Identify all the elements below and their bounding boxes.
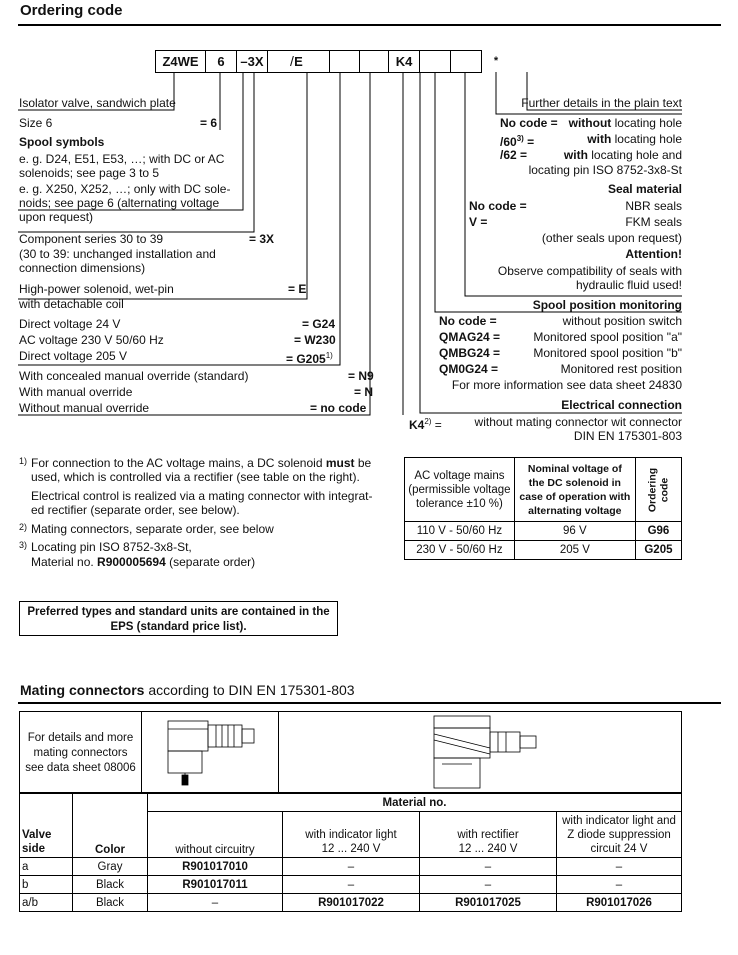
attention-heading: Attention! — [625, 247, 682, 261]
footnote-1-line: used, which is controlled via a rectifier (see table on the right). — [31, 470, 360, 484]
seal-code: No code = — [469, 199, 527, 213]
footnote-3: Locating pin ISO 8752-3x8-St, — [31, 540, 192, 554]
voltage-cell: G205 — [635, 541, 681, 560]
mating-connectors-table — [19, 793, 682, 912]
component-line: Component series 30 to 39 — [19, 232, 164, 246]
table-row — [405, 541, 682, 560]
code-box: –3X — [236, 50, 268, 73]
mating-rule — [18, 702, 721, 704]
attention-line: Observe compatibility of seals with — [497, 264, 682, 278]
monitor-value: Monitored spool position "b" — [533, 346, 682, 360]
footnote-2: Mating connectors, separate order, see below — [31, 522, 274, 536]
component-line: (30 to 39: unchanged installation and — [19, 247, 216, 261]
table-row — [405, 522, 682, 541]
cell: Gray — [73, 858, 148, 876]
size-code: = 6 — [200, 116, 218, 130]
voltage-table — [404, 457, 682, 560]
voltage-cell: 205 V — [514, 541, 635, 560]
seal-note: (other seals upon request) — [541, 231, 682, 245]
cell: R901017022 — [283, 894, 420, 912]
monitor-value: Monitored rest position — [560, 362, 682, 376]
cell: R901017025 — [420, 894, 557, 912]
attention-line: hydraulic fluid used! — [575, 278, 682, 292]
voltage-cell: 230 V - 50/60 Hz — [405, 541, 515, 560]
spool-symbols-heading: Spool symbols — [19, 135, 105, 149]
footnote-mark: 2) — [19, 522, 28, 532]
electrical-heading: Electrical connection — [561, 398, 682, 412]
footnote-1-line: ed rectifier (separate order, see below). — [31, 503, 240, 517]
locating-extra: locating pin ISO 8752-3x8-St — [528, 163, 682, 177]
footnote-mark: 3) — [19, 540, 28, 550]
isolator-label: Isolator valve, sandwich plate — [19, 96, 176, 110]
seal-heading: Seal material — [607, 182, 682, 196]
locating-desc: with locating hole and — [563, 148, 682, 162]
code-box: E — [267, 50, 330, 73]
voltage-label: Direct voltage 205 V — [19, 349, 128, 363]
cell: R901017026 — [557, 894, 682, 912]
cell: R901017011 — [148, 876, 283, 894]
footnote-1: For connection to the AC voltage mains, a DC solenoid must be — [31, 456, 372, 470]
locating-code: $/60^{3)}$ = — [500, 134, 535, 149]
cell: Black — [73, 894, 148, 912]
cell: – — [283, 876, 420, 894]
monitor-code: QM0G24 = — [439, 362, 499, 376]
monitor-note: For more information see data sheet 24830 — [451, 378, 682, 392]
override-label: Without manual override — [19, 401, 150, 415]
size-label: Size 6 — [19, 116, 53, 130]
voltage-table-header: Ordering code — [635, 458, 681, 522]
cell: – — [148, 894, 283, 912]
locating-desc: with locating hole — [587, 132, 682, 146]
col-header: with indicator light and Z diode suppression circuit 24 V — [557, 812, 682, 858]
seal-value: NBR seals — [625, 199, 682, 213]
electrical-line: DIN EN 175301-803 — [573, 429, 682, 443]
voltage-cell: 110 V - 50/60 Hz — [405, 522, 515, 541]
voltage-code: = W230 — [294, 333, 336, 347]
monitor-code: No code = — [439, 314, 497, 328]
table-row — [20, 876, 682, 894]
override-label: With manual override — [19, 385, 133, 399]
mating-title: Mating connectors according to DIN EN 175301-803 — [20, 682, 355, 698]
connector-images-row — [19, 711, 682, 793]
cell: Black — [73, 876, 148, 894]
connector-angled-icon — [160, 717, 280, 787]
code-box: 6 — [205, 50, 237, 73]
cell: – — [283, 858, 420, 876]
cell: – — [557, 858, 682, 876]
cell: – — [420, 858, 557, 876]
seal-code: V = — [469, 215, 488, 229]
connector-indicator-icon — [420, 714, 560, 792]
page-title: Ordering code — [20, 2, 123, 19]
table-row — [20, 894, 682, 912]
monitor-code: QMAG24 = — [439, 330, 501, 344]
further-details: Further details in the plain text — [521, 96, 682, 110]
voltage-code: = $G205^{1)}$ — [286, 351, 333, 366]
cell: a/b — [20, 894, 73, 912]
electrical-code: $K4^{2)}$ = — [409, 417, 442, 432]
override-label: With concealed manual override (standard) — [19, 369, 249, 383]
voltage-table-header: AC voltage mains (permissible voltage tolerance ±10 %) — [405, 458, 515, 522]
component-line: connection dimensions) — [19, 261, 146, 275]
solenoid-code: = E — [288, 282, 307, 296]
spool-line: e. g. D24, E51, E53, …; with DC or AC — [19, 152, 225, 166]
locating-code: No code = — [500, 116, 558, 130]
col-valve-side: Valve side — [20, 794, 73, 858]
spool-monitoring-heading: Spool position monitoring — [532, 298, 682, 312]
footnote-1-line: Electrical control is realized via a mating connector with integrat- — [31, 489, 373, 503]
spool-line: upon request) — [19, 210, 94, 224]
code-box: Z4WE — [155, 50, 206, 73]
override-code: = N9 — [348, 369, 374, 383]
col-material-no: Material no. — [148, 794, 682, 812]
code-box: * — [493, 54, 499, 67]
monitor-code: QMBG24 = — [439, 346, 501, 360]
solenoid-line: High-power solenoid, wet-pin — [19, 282, 174, 296]
table-row — [20, 858, 682, 876]
voltage-label: AC voltage 230 V 50/60 Hz — [19, 333, 164, 347]
preferred-types-box: Preferred types and standard units are contained in the EPS (standard price list). — [19, 601, 338, 636]
footnote-mark: 1) — [19, 456, 28, 466]
col-header: with rectifier 12 ... 240 V — [420, 812, 557, 858]
voltage-cell: 96 V — [514, 522, 635, 541]
spool-line: e. g. X250, X252, …; only with DC sole- — [19, 182, 231, 196]
cell: b — [20, 876, 73, 894]
col-header: without circuitry — [148, 812, 283, 858]
override-code: = N — [354, 385, 374, 399]
override-code: = no code — [310, 401, 367, 415]
component-code: = 3X — [249, 232, 275, 246]
electrical-line: without mating connector wit connector — [474, 415, 682, 429]
locating-code: /62 = — [500, 148, 528, 162]
voltage-table-header: Nominal voltage of the DC solenoid in case of operation with alternating voltage — [514, 458, 635, 522]
locating-desc: without locating hole — [568, 116, 682, 130]
cell: a — [20, 858, 73, 876]
monitor-value: without position switch — [562, 314, 682, 328]
col-color: Color — [73, 794, 148, 858]
col-header: with indicator light 12 ... 240 V — [283, 812, 420, 858]
solenoid-line: with detachable coil — [19, 297, 124, 311]
spool-line: solenoids; see page 3 to 5 — [19, 166, 160, 180]
cell: R901017010 — [148, 858, 283, 876]
seal-value: FKM seals — [625, 215, 682, 229]
footnote-3b: Material no. R900005694 (separate order) — [31, 555, 256, 569]
monitor-value: Monitored spool position "a" — [533, 330, 682, 344]
voltage-code: = G24 — [302, 317, 336, 331]
voltage-cell: G96 — [635, 522, 681, 541]
code-box: K4 — [388, 50, 420, 73]
details-note: For details and more mating connectors see data sheet 08006 — [20, 712, 142, 792]
slash-separator: / — [290, 53, 294, 69]
cell: – — [420, 876, 557, 894]
cell: – — [557, 876, 682, 894]
spool-line: noids; see page 6 (alternating voltage — [19, 196, 220, 210]
voltage-label: Direct voltage 24 V — [19, 317, 121, 331]
